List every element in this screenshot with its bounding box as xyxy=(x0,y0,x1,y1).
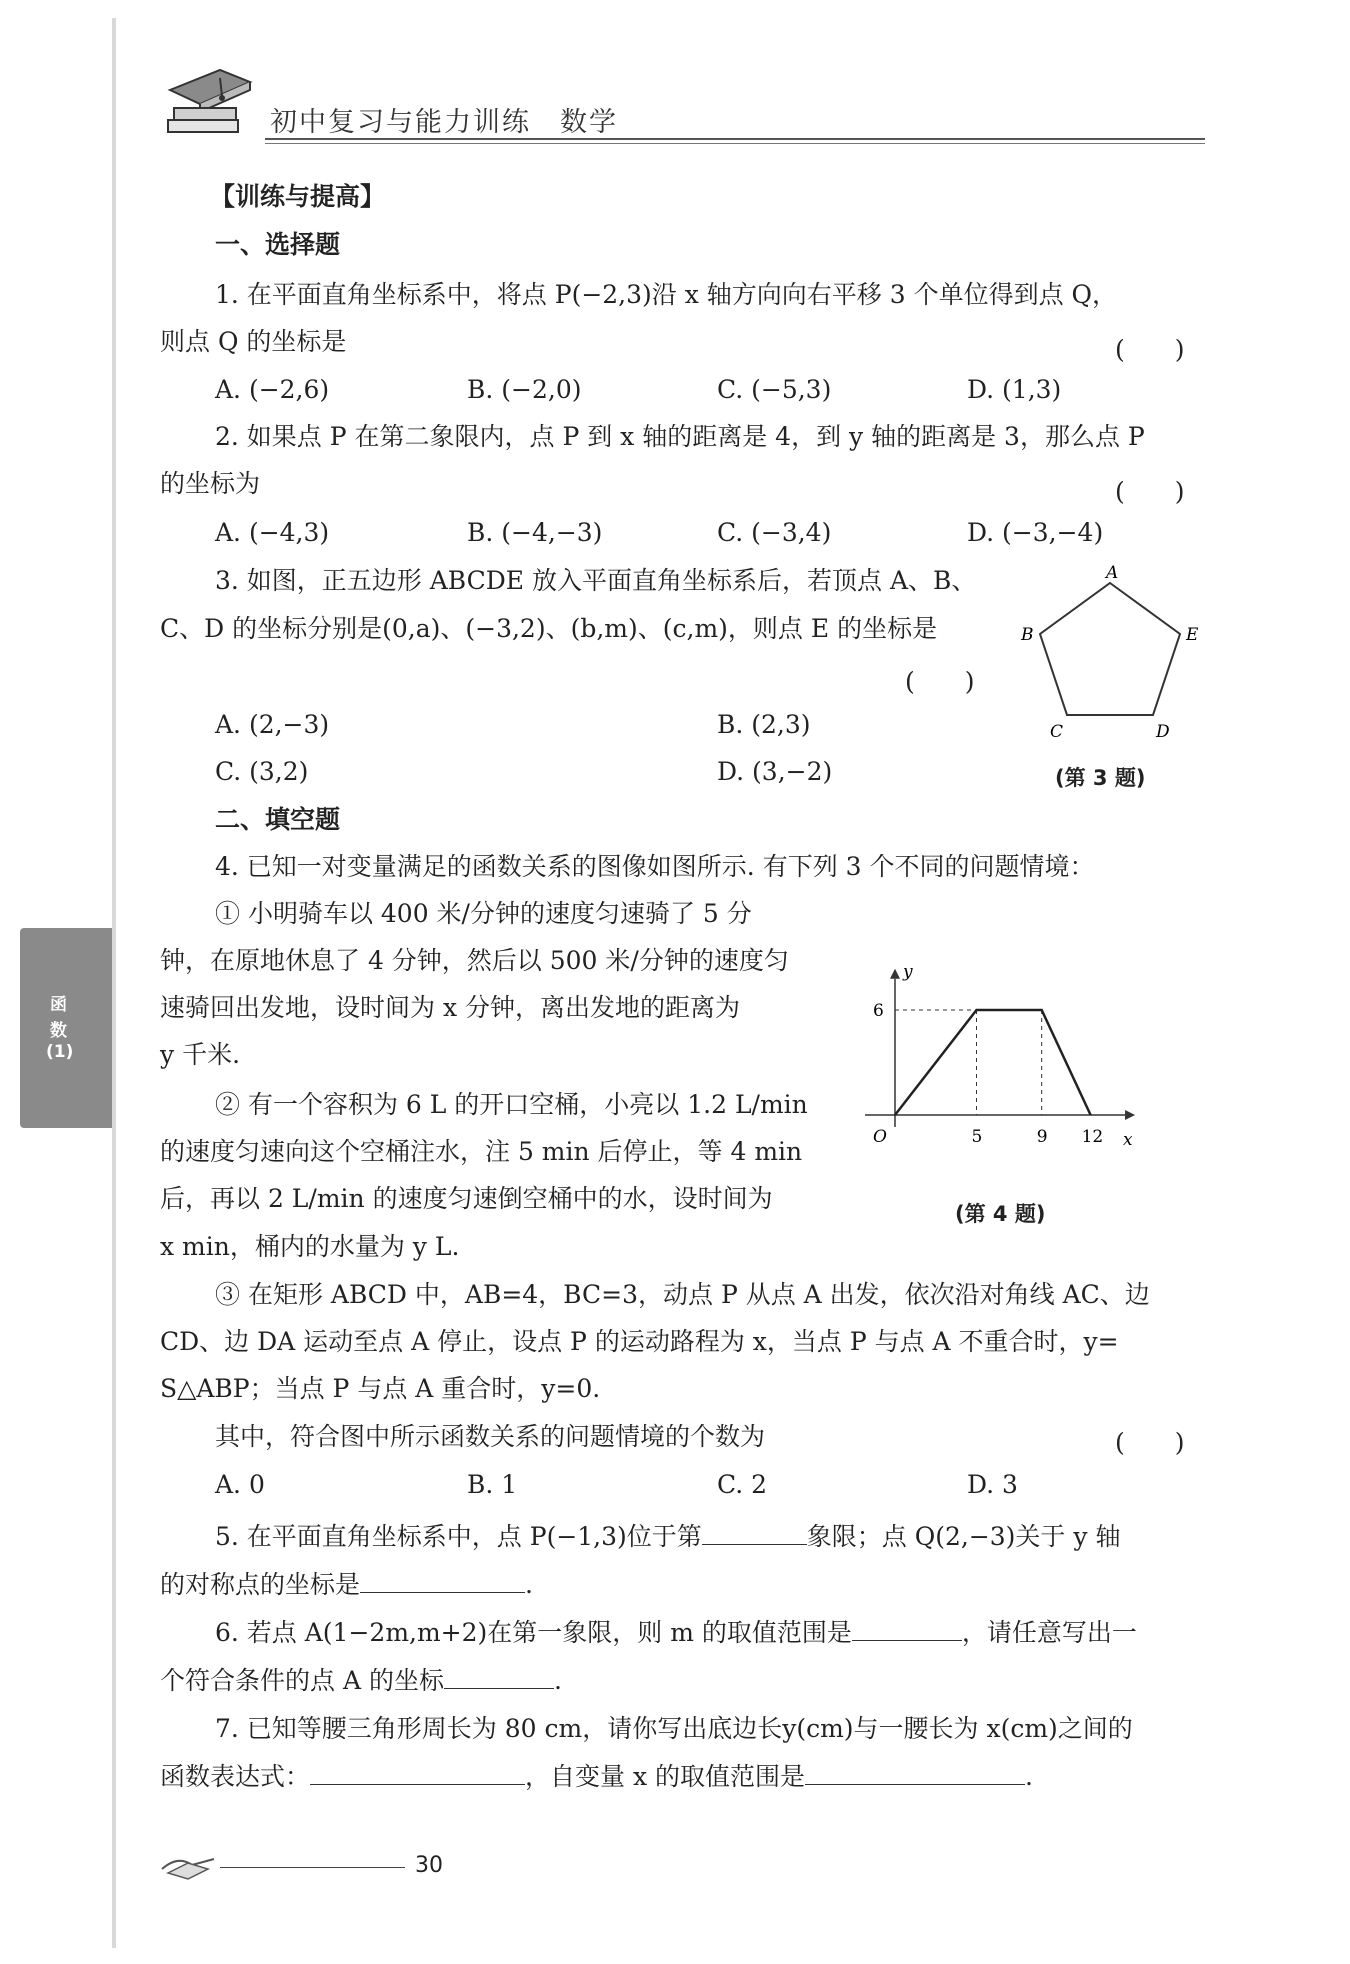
q6-text-a: 6. 若点 A(1−2m,m+2)在第一象限，则 m 的取值范围是 xyxy=(215,1618,852,1647)
q5-blank-quadrant[interactable] xyxy=(702,1520,807,1545)
x-tick-label: 9 xyxy=(1036,1127,1048,1147)
vertex-label-e: E xyxy=(1186,625,1199,645)
q7-line1: 7. 已知等腰三角形周长为 80 cm，请你写出底边长y(cm)与一腰长为 x(cm)之间的 xyxy=(215,1714,1133,1743)
footer-book-icon xyxy=(158,1851,218,1881)
q4-s2-line4: x min，桶内的水量为 y L. xyxy=(160,1232,460,1261)
q3-answer-paren: ( ) xyxy=(905,667,975,696)
q3-line1: 3. 如图，正五边形 ABCDE 放入平面直角坐标系后，若顶点 A、B、 xyxy=(215,566,977,595)
y-axis-label: y xyxy=(903,961,913,982)
pentagon-figure xyxy=(1010,565,1210,755)
q4-intro: 4. 已知一对变量满足的函数关系的图像如图所示. 有下列 3 个不同的问题情境： xyxy=(215,852,1095,881)
vertex-label-c: C xyxy=(1050,722,1064,742)
q3-option-c: C. (3,2) xyxy=(215,757,309,786)
page-number: 30 xyxy=(415,1853,443,1878)
q4-option-b: B. 1 xyxy=(467,1470,518,1499)
q5-line2 xyxy=(160,1568,533,1602)
q4-s2-line3: 后，再以 2 L/min 的速度匀速倒空桶中的水，设时间为 xyxy=(160,1184,773,1213)
q4-s1-line3: 速骑回出发地，设时间为 x 分钟，离出发地的距离为 xyxy=(160,993,740,1022)
q3-option-d: D. (3,−2) xyxy=(717,757,833,786)
x-tick-label: 5 xyxy=(971,1127,983,1147)
q5-text-c: 的对称点的坐标是 xyxy=(160,1570,361,1599)
q2-line2: 的坐标为 xyxy=(160,469,261,498)
q1-line2: 则点 Q 的坐标是 xyxy=(160,327,347,356)
q7-blank-domain[interactable] xyxy=(805,1760,1025,1785)
q2-option-c: C. (−3,4) xyxy=(717,518,832,547)
page-binding-edge xyxy=(112,18,116,1948)
q4-function-graph xyxy=(850,925,1200,1155)
q5-blank-symmetric-point[interactable] xyxy=(360,1568,525,1593)
q4-s2-line2: 的速度匀速向这个空桶注水，注 5 min 后停止，等 4 min xyxy=(160,1137,803,1166)
q7-text-b: ，自变量 x 的取值范围是 xyxy=(525,1762,806,1791)
section-training-heading: 【训练与提高】 xyxy=(210,182,386,211)
vertex-label-d: D xyxy=(1156,722,1170,742)
books-icon xyxy=(160,60,255,140)
q2-option-b: B. (−4,−3) xyxy=(467,518,603,547)
q5-line1 xyxy=(215,1520,1120,1554)
q2-option-d: D. (−3,−4) xyxy=(967,518,1104,547)
vertex-label-a: A xyxy=(1106,565,1119,583)
q7-text-a: 函数表达式： xyxy=(160,1762,311,1791)
q7-blank-expression[interactable] xyxy=(310,1760,525,1785)
q4-s2-line1: ② 有一个容积为 6 L 的开口空桶，小亮以 1.2 L/min xyxy=(215,1090,808,1119)
x-tick-label: 12 xyxy=(1081,1127,1104,1147)
q1-option-c: C. (−5,3) xyxy=(717,375,832,404)
q4-answer-paren: ( ) xyxy=(1115,1428,1185,1457)
q5-text-a: 5. 在平面直角坐标系中，点 P(−1,3)位于第 xyxy=(215,1522,702,1551)
x-axis-label: x xyxy=(1123,1130,1133,1150)
side-tab-char: 数 xyxy=(50,1021,67,1041)
q4-s3-line1: ③ 在矩形 ABCD 中，AB=4，BC=3，动点 P 从点 A 出发，依次沿对角线 AC、边 xyxy=(215,1280,1150,1309)
header-rule xyxy=(265,138,1205,140)
y-tick-label: 6 xyxy=(873,1001,884,1021)
chapter-side-tab xyxy=(20,928,112,1128)
q4-option-a: A. 0 xyxy=(215,1470,265,1499)
q2-line1: 2. 如果点 P 在第二象限内，点 P 到 x 轴的距离是 4，到 y 轴的距离是 3，那么点 P xyxy=(215,422,1145,451)
q1-answer-paren: ( ) xyxy=(1115,335,1185,364)
pentagon-shape xyxy=(1040,583,1180,715)
book-title: 初中复习与能力训练 数学 xyxy=(270,107,618,138)
q1-line1: 1. 在平面直角坐标系中，将点 P(−2,3)沿 x 轴方向向右平移 3 个单位得到点 Q， xyxy=(215,280,1118,309)
q1-option-d: D. (1,3) xyxy=(967,375,1062,404)
q2-option-a: A. (−4,3) xyxy=(215,518,330,547)
q1-option-b: B. (−2,0) xyxy=(467,375,582,404)
q7-line2 xyxy=(160,1760,1033,1794)
y-axis-arrow xyxy=(890,969,900,979)
q5-text-d: . xyxy=(525,1570,533,1599)
q6-blank-m-range[interactable] xyxy=(852,1616,962,1641)
origin-label: O xyxy=(873,1127,887,1147)
side-tab-char: 函 xyxy=(50,995,67,1015)
q6-line1 xyxy=(215,1616,1137,1650)
q4-option-c: C. 2 xyxy=(717,1470,768,1499)
vertex-label-b: B xyxy=(1021,625,1034,645)
q1-option-a: A. (−2,6) xyxy=(215,375,330,404)
x-axis-arrow xyxy=(1125,1110,1135,1120)
series-line xyxy=(895,1010,1091,1115)
q4-s1-line1: ① 小明骑车以 400 米/分钟的速度匀速骑了 5 分 xyxy=(215,899,752,928)
q6-blank-point-a[interactable] xyxy=(444,1664,554,1689)
q3-line2: C、D 的坐标分别是(0,a)、(−3,2)、(b,m)、(c,m)，则点 E 的坐标是 xyxy=(160,614,938,643)
q4-s1-line2: 钟，在原地休息了 4 分钟，然后以 500 米/分钟的速度匀 xyxy=(160,946,789,975)
q2-answer-paren: ( ) xyxy=(1115,477,1185,506)
page-header xyxy=(150,40,1200,150)
q6-text-c: 个符合条件的点 A 的坐标 xyxy=(160,1666,444,1695)
q4-s1-line4: y 千米. xyxy=(160,1040,241,1069)
q4-question: 其中，符合图中所示函数关系的问题情境的个数为 xyxy=(215,1422,766,1451)
q5-text-b: 象限；点 Q(2,−3)关于 y 轴 xyxy=(806,1522,1121,1551)
page-footer xyxy=(150,1845,450,1885)
q4-s3-line3: S△ABP；当点 P 与点 A 重合时，y=0. xyxy=(160,1374,601,1403)
q7-text-c: . xyxy=(1025,1762,1033,1791)
section-fill-heading: 二、填空题 xyxy=(215,805,341,834)
q3-figure-caption: (第 3 题) xyxy=(1055,766,1146,790)
header-rule-thin xyxy=(265,143,1205,144)
q3-option-a: A. (2,−3) xyxy=(215,710,330,739)
q4-option-d: D. 3 xyxy=(967,1470,1018,1499)
q4-figure-caption: (第 4 题) xyxy=(955,1202,1046,1226)
q6-text-b: ，请任意写出一 xyxy=(961,1618,1137,1647)
footer-rule xyxy=(220,1867,405,1868)
section-choice-heading: 一、选择题 xyxy=(215,230,341,259)
q6-line2 xyxy=(160,1664,562,1698)
q3-option-b: B. (2,3) xyxy=(717,710,811,739)
side-tab-char: (1) xyxy=(46,1042,74,1062)
q4-s3-line2: CD、边 DA 运动至点 A 停止，设点 P 的运动路程为 x，当点 P 与点 A 不重合时，y= xyxy=(160,1327,1119,1356)
q6-text-d: . xyxy=(553,1666,562,1695)
